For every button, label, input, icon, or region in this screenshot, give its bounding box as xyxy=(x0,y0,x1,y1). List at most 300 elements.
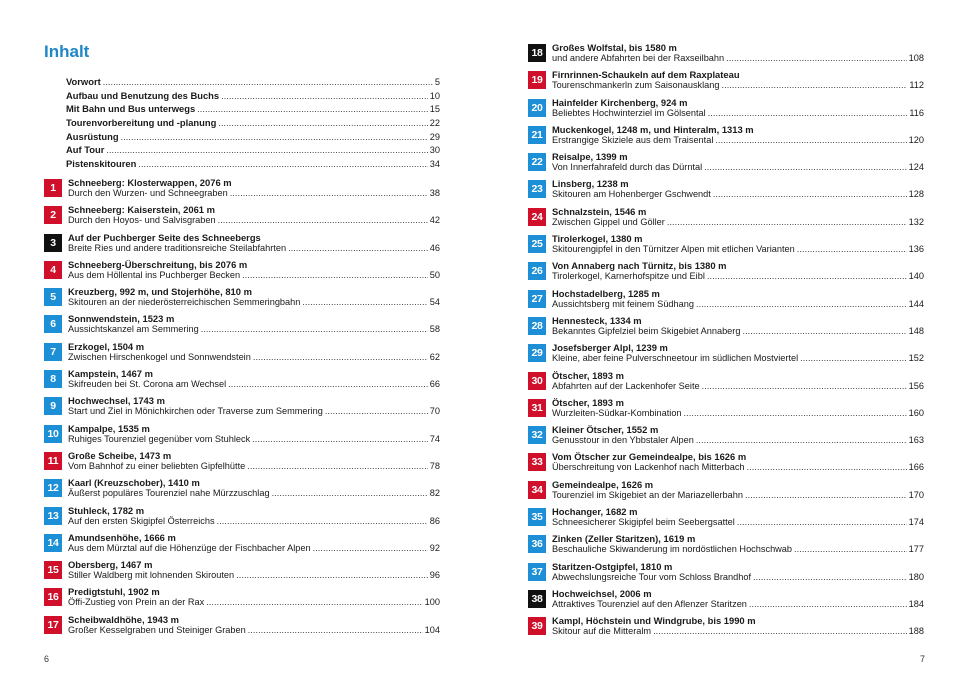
tour-entry[interactable] xyxy=(528,206,924,233)
tour-text xyxy=(68,368,440,395)
leader-dots xyxy=(252,434,428,445)
tour-page: 86 xyxy=(429,515,440,526)
leader-dots xyxy=(708,108,908,119)
tour-subtitle: Schneesicherer Skigipfel beim Seebergsattel xyxy=(552,517,735,528)
leader-dots xyxy=(749,599,907,610)
intro-entry-title: Aufbau und Benutzung des Buchs xyxy=(66,89,220,101)
tour-title: Predigtstuhl, 1902 m xyxy=(68,586,160,598)
tour-title: Erzkogel, 1504 m xyxy=(68,340,145,352)
tour-text xyxy=(68,614,440,641)
intro-entry[interactable] xyxy=(66,90,440,104)
tour-subtitle-line xyxy=(552,135,924,146)
tour-text xyxy=(68,477,440,504)
tour-subtitle: Tourenziel im Skigebiet an der Mariazellerbahn xyxy=(552,489,743,500)
tour-subtitle: Überschreitung von Lackenhof nach Mitterbach xyxy=(552,462,745,473)
tour-title: Hainfelder Kirchenberg, 924 m xyxy=(552,96,688,108)
tour-subtitle-line xyxy=(68,324,440,335)
tour-text xyxy=(552,397,924,424)
tour-number-badge: 7 xyxy=(44,343,62,361)
tour-subtitle: Skitouren am Hohenberger Gschwendt xyxy=(552,189,711,200)
tour-number-badge: 18 xyxy=(528,44,546,62)
tour-entry[interactable] xyxy=(528,588,924,615)
tour-text xyxy=(552,315,924,342)
tour-entry[interactable] xyxy=(528,42,924,69)
tour-entry[interactable] xyxy=(528,69,924,96)
tour-title: Hennesteck, 1334 m xyxy=(552,314,642,326)
right-page xyxy=(484,0,968,683)
tour-text xyxy=(552,615,924,642)
tour-subtitle-line xyxy=(552,626,924,637)
tour-entry[interactable] xyxy=(44,423,440,450)
tour-number-badge: 20 xyxy=(528,99,546,117)
tour-entry[interactable] xyxy=(528,561,924,588)
tour-entry[interactable] xyxy=(528,615,924,642)
tour-subtitle: und andere Abfahrten bei der Raxseilbahn xyxy=(552,53,725,63)
tour-text xyxy=(552,206,924,233)
tour-subtitle-line xyxy=(68,297,440,308)
tour-number-badge: 33 xyxy=(528,453,546,471)
intro-entry[interactable] xyxy=(66,76,440,90)
tour-text xyxy=(68,559,440,586)
tour-title: Auf der Puchberger Seite des Schneebergs xyxy=(68,231,261,243)
tour-subtitle-line xyxy=(552,189,924,200)
tour-number-badge: 29 xyxy=(528,344,546,362)
tour-page: 144 xyxy=(908,298,924,309)
leader-dots xyxy=(653,626,907,637)
leader-dots xyxy=(228,379,428,390)
tour-number-badge: 4 xyxy=(44,261,62,279)
intro-entry-title: Mit Bahn und Bus unterwegs xyxy=(66,103,196,115)
tour-subtitle-line xyxy=(68,243,440,254)
tour-entry[interactable] xyxy=(528,315,924,342)
tour-title: Ötscher, 1893 m xyxy=(552,369,624,381)
tour-text xyxy=(68,286,440,313)
tour-page: 74 xyxy=(429,433,440,444)
tour-title: Amundsenhöhe, 1666 m xyxy=(68,531,176,543)
leader-dots xyxy=(737,517,907,528)
tour-number-badge: 12 xyxy=(44,479,62,497)
leader-dots xyxy=(313,543,428,554)
leader-dots xyxy=(707,271,907,282)
tour-number-badge: 30 xyxy=(528,372,546,390)
tour-page: 124 xyxy=(908,162,924,173)
leader-dots xyxy=(667,217,907,228)
tour-entry[interactable] xyxy=(528,97,924,124)
tour-page: 152 xyxy=(908,353,924,364)
tour-text xyxy=(552,288,924,315)
leader-dots xyxy=(747,462,907,473)
intro-entry-page: 22 xyxy=(429,118,440,129)
leader-dots xyxy=(722,80,908,91)
tour-subtitle: Großer Kesselgraben und Steiniger Graben xyxy=(68,624,246,635)
tour-number-badge: 1 xyxy=(44,179,62,197)
leader-dots xyxy=(242,270,428,281)
leader-dots xyxy=(272,488,428,499)
leader-dots xyxy=(247,461,428,472)
tour-subtitle-line xyxy=(68,352,440,363)
tour-subtitle: Erstrangige Skiziele aus dem Traisental xyxy=(552,134,714,145)
tour-title: Kaarl (Kreuzschober), 1410 m xyxy=(68,477,200,489)
tour-page: 128 xyxy=(908,189,924,200)
intro-entry-title: Vorwort xyxy=(66,76,101,87)
tour-text xyxy=(68,450,440,477)
leader-dots xyxy=(702,381,907,392)
tour-number-badge: 6 xyxy=(44,315,62,333)
tour-subtitle-line xyxy=(68,270,440,281)
leader-dots xyxy=(138,159,427,169)
intro-entry-page: 34 xyxy=(429,159,440,170)
page-number-right: 7 xyxy=(920,654,926,664)
tour-page: 96 xyxy=(429,570,440,581)
tour-text xyxy=(552,178,924,205)
leader-dots xyxy=(253,352,428,363)
tour-number-badge: 25 xyxy=(528,235,546,253)
tour-title: Hochstadelberg, 1285 m xyxy=(552,287,660,299)
tour-subtitle: Öffi-Zustieg von Prein an der Rax xyxy=(68,597,205,608)
tour-entry[interactable] xyxy=(528,424,924,451)
tour-subtitle: Tourenschmankerln zum Saisonausklang xyxy=(552,80,720,91)
tour-entry[interactable] xyxy=(44,341,440,368)
tour-page: 104 xyxy=(424,624,440,635)
tour-title: Großes Wolfstal, bis 1580 m xyxy=(552,42,677,53)
tour-text xyxy=(552,533,924,560)
intro-entry[interactable] xyxy=(66,131,440,145)
tour-number-badge: 21 xyxy=(528,126,546,144)
tour-subtitle-line xyxy=(68,543,440,554)
tour-entry[interactable] xyxy=(44,286,440,313)
tour-subtitle: Auf den ersten Skigipfel Österreichs xyxy=(68,515,215,526)
tour-page: 58 xyxy=(429,324,440,335)
tour-entry[interactable] xyxy=(44,204,440,231)
tour-entry[interactable] xyxy=(528,451,924,478)
tour-subtitle-line xyxy=(552,162,924,173)
tour-number-badge: 3 xyxy=(44,234,62,252)
tour-entry[interactable] xyxy=(528,397,924,424)
page-number-left: 6 xyxy=(44,654,50,664)
tour-subtitle: Zwischen Hirschenkogel und Sonnwendstein xyxy=(68,351,251,362)
tour-title: Kreuzberg, 992 m, und Stojerhöhe, 810 m xyxy=(68,286,252,298)
tour-number-badge: 17 xyxy=(44,616,62,634)
tour-subtitle-line xyxy=(552,53,924,64)
tour-text xyxy=(552,451,924,478)
tour-text xyxy=(68,395,440,422)
tour-subtitle-line xyxy=(552,462,924,473)
tour-subtitle-line xyxy=(552,517,924,528)
intro-entry-page: 29 xyxy=(429,131,440,142)
tour-text xyxy=(68,341,440,368)
tour-subtitle-line xyxy=(552,326,924,337)
tour-title: Firnrinnen-Schaukeln auf dem Raxplateau xyxy=(552,69,740,81)
tour-number-badge: 8 xyxy=(44,370,62,388)
tour-page: 132 xyxy=(908,216,924,227)
tour-subtitle: Aussichtskanzel am Semmering xyxy=(68,324,199,335)
tour-title: Muckenkogel, 1248 m, und Hinteralm, 1313 m xyxy=(552,123,754,135)
tour-number-badge: 27 xyxy=(528,290,546,308)
tour-entry[interactable] xyxy=(528,178,924,205)
tour-subtitle: Wurzleiten-Südkar-Kombination xyxy=(552,407,682,418)
tour-text xyxy=(68,204,440,231)
tour-entry[interactable] xyxy=(528,506,924,533)
tour-page: 120 xyxy=(908,134,924,145)
tour-entry[interactable] xyxy=(44,259,440,286)
tour-title: Hochanger, 1682 m xyxy=(552,506,638,518)
tour-entry[interactable] xyxy=(528,260,924,287)
leader-dots xyxy=(288,243,428,254)
tour-number-badge: 14 xyxy=(44,534,62,552)
leader-dots xyxy=(236,570,428,581)
tour-number-badge: 13 xyxy=(44,507,62,525)
tour-subtitle: Durch den Wurzen- und Schneegraben xyxy=(68,188,228,198)
tour-title: Stuhleck, 1782 m xyxy=(68,504,145,516)
tour-page: 66 xyxy=(429,379,440,390)
tour-subtitle: Tirolerkogel, Karnerhofspitze und Eibl xyxy=(552,271,705,282)
tour-page: 160 xyxy=(908,407,924,418)
tour-number-badge: 19 xyxy=(528,71,546,89)
tour-subtitle: Durch den Hoyos- und Salvisgraben xyxy=(68,215,216,226)
tour-number-badge: 22 xyxy=(528,153,546,171)
intro-entry[interactable] xyxy=(66,103,440,117)
leader-dots xyxy=(302,297,427,308)
tour-number-badge: 26 xyxy=(528,262,546,280)
intro-entry-page: 15 xyxy=(429,104,440,115)
tour-text xyxy=(68,259,440,286)
tour-subtitle: Start und Ziel in Mönichkirchen oder Traverse zum Semmering xyxy=(68,406,323,417)
tour-title: Tirolerkogel, 1380 m xyxy=(552,233,643,245)
tour-subtitle-line xyxy=(552,544,924,555)
tour-page: 177 xyxy=(908,544,924,555)
tour-number-badge: 32 xyxy=(528,426,546,444)
tour-subtitle-line xyxy=(68,379,440,390)
intro-entry[interactable] xyxy=(66,158,440,172)
tour-text xyxy=(552,233,924,260)
tour-page: 92 xyxy=(429,542,440,553)
tour-number-badge: 36 xyxy=(528,535,546,553)
intro-entry[interactable] xyxy=(66,117,440,131)
tour-page: 166 xyxy=(908,462,924,473)
tour-subtitle-line xyxy=(68,516,440,527)
tour-subtitle-line xyxy=(552,271,924,282)
tour-subtitle-line xyxy=(68,488,440,499)
intro-entry[interactable] xyxy=(66,144,440,158)
tour-title: Linsberg, 1238 m xyxy=(552,178,629,190)
tour-subtitle-line xyxy=(552,108,924,119)
tour-number-badge: 28 xyxy=(528,317,546,335)
tour-subtitle-line xyxy=(68,215,440,226)
tour-entry[interactable] xyxy=(528,151,924,178)
tour-subtitle: Genusstour in den Ybbstaler Alpen xyxy=(552,435,694,446)
leader-dots xyxy=(325,406,428,417)
tour-text xyxy=(68,505,440,532)
tour-number-badge: 24 xyxy=(528,208,546,226)
tour-text xyxy=(68,423,440,450)
tour-text xyxy=(552,506,924,533)
tour-number-badge: 31 xyxy=(528,399,546,417)
tour-number-badge: 39 xyxy=(528,617,546,635)
tour-subtitle-line xyxy=(552,217,924,228)
tour-title: Schneeberg: Klosterwappen, 2076 m xyxy=(68,177,232,188)
tour-title: Kampalpe, 1535 m xyxy=(68,422,150,434)
tour-title: Scheibwaldhöhe, 1943 m xyxy=(68,613,179,625)
tour-title: Ötscher, 1893 m xyxy=(552,396,624,408)
tour-text xyxy=(552,561,924,588)
tour-subtitle-line xyxy=(68,625,440,636)
tour-page: 112 xyxy=(909,80,924,91)
tour-subtitle-line xyxy=(68,434,440,445)
tour-title: Hochweichsel, 2006 m xyxy=(552,587,652,599)
tour-subtitle-line xyxy=(552,572,924,583)
leader-dots xyxy=(696,435,907,446)
tour-subtitle-line xyxy=(552,599,924,610)
intro-entry-title: Ausrüstung xyxy=(66,130,119,142)
tour-number-badge: 16 xyxy=(44,588,62,606)
tour-subtitle-line xyxy=(552,244,924,255)
tour-subtitle: Von Innerfahrafeld durch das Dürntal xyxy=(552,162,703,173)
tour-entry[interactable] xyxy=(44,177,440,204)
tour-page: 42 xyxy=(429,215,440,226)
tour-entry[interactable] xyxy=(528,370,924,397)
tour-subtitle: Skitour auf die Mitteralm xyxy=(552,626,652,637)
tour-text xyxy=(552,424,924,451)
tour-entry[interactable] xyxy=(528,288,924,315)
tour-subtitle-line xyxy=(68,597,440,608)
tour-page: 100 xyxy=(424,597,440,608)
tour-entry[interactable] xyxy=(528,342,924,369)
tour-page: 62 xyxy=(429,351,440,362)
tour-entry[interactable] xyxy=(528,479,924,506)
tour-subtitle: Aus dem Höllental ins Puchberger Becken xyxy=(68,269,241,280)
intro-entry-title: Tourenvorbereitung und -planung xyxy=(66,117,217,129)
tour-subtitle-line xyxy=(552,80,924,91)
tour-number-badge: 9 xyxy=(44,397,62,415)
intro-entry-title: Auf Tour xyxy=(66,144,105,156)
leader-dots xyxy=(800,353,907,364)
tour-text xyxy=(552,151,924,178)
tour-entry[interactable] xyxy=(44,614,440,641)
tour-text xyxy=(552,479,924,506)
tour-subtitle-line xyxy=(552,408,924,419)
tour-subtitle: Abfahrten auf der Lackenhofer Seite xyxy=(552,380,700,391)
tour-page: 170 xyxy=(908,489,924,500)
tour-entry[interactable] xyxy=(528,233,924,260)
tour-entry[interactable] xyxy=(44,450,440,477)
tour-entry[interactable] xyxy=(528,533,924,560)
tour-text xyxy=(552,260,924,287)
tour-entry[interactable] xyxy=(44,532,440,559)
tour-title: Kampstein, 1467 m xyxy=(68,368,153,380)
tour-subtitle: Skitourengipfel in den Türnitzer Alpen mit etlichen Varianten xyxy=(552,244,795,255)
tour-subtitle-line xyxy=(552,299,924,310)
tour-entry[interactable] xyxy=(44,559,440,586)
tour-number-badge: 11 xyxy=(44,452,62,470)
tour-entry[interactable] xyxy=(44,477,440,504)
leader-dots xyxy=(197,104,428,114)
tour-subtitle-line xyxy=(68,570,440,581)
tour-page: 78 xyxy=(429,460,440,471)
leader-dots xyxy=(726,53,907,64)
leader-dots xyxy=(103,77,433,87)
tour-subtitle-line xyxy=(68,188,440,199)
tour-number-badge: 38 xyxy=(528,590,546,608)
tour-text xyxy=(68,232,440,259)
tour-text xyxy=(552,370,924,397)
leader-dots xyxy=(230,188,428,199)
tour-subtitle: Breite Ries und andere traditionsreiche Steilabfahrten xyxy=(68,242,287,253)
tour-number-badge: 15 xyxy=(44,561,62,579)
intro-entry-page: 10 xyxy=(429,90,440,101)
leader-dots xyxy=(121,132,428,142)
tour-subtitle: Vom Bahnhof zu einer beliebten Gipfelhütte xyxy=(68,460,246,471)
leader-dots xyxy=(217,516,428,527)
leader-dots xyxy=(218,215,428,226)
tour-subtitle-line xyxy=(68,406,440,417)
tour-text xyxy=(552,588,924,615)
tour-page: 156 xyxy=(908,380,924,391)
tour-title: Vom Ötscher zur Gemeindealpe, bis 1626 m xyxy=(552,451,747,463)
tour-text xyxy=(552,342,924,369)
tour-text xyxy=(552,42,924,69)
tour-subtitle: Skitouren an der niederösterreichischen Semmeringbahn xyxy=(68,297,301,308)
tour-page: 50 xyxy=(429,269,440,280)
tour-subtitle: Attraktives Tourenziel auf den Aflenzer Staritzen xyxy=(552,598,747,609)
tour-entry[interactable] xyxy=(44,313,440,340)
tour-subtitle: Zwischen Gippel und Göller xyxy=(552,216,665,227)
tour-entry[interactable] xyxy=(44,395,440,422)
tour-title: Reisalpe, 1399 m xyxy=(552,151,628,163)
tour-subtitle: Bekanntes Gipfelziel beim Skigebiet Annaberg xyxy=(552,325,741,336)
tour-title: Kleiner Ötscher, 1552 m xyxy=(552,424,659,436)
leader-dots xyxy=(106,145,427,155)
leader-dots xyxy=(713,189,907,200)
tour-page: 38 xyxy=(429,188,440,198)
tour-entry[interactable] xyxy=(44,505,440,532)
tour-page: 163 xyxy=(908,435,924,446)
tour-text xyxy=(552,124,924,151)
tour-subtitle: Ruhiges Tourenziel gegenüber vom Stuhleck xyxy=(68,433,251,444)
tour-title: Schneeberg: Kaiserstein, 2061 m xyxy=(68,204,215,216)
tour-text xyxy=(552,97,924,124)
tour-title: Sonnwendstein, 1523 m xyxy=(68,313,175,325)
tour-text xyxy=(552,69,924,96)
leader-dots xyxy=(201,324,428,335)
tour-entry[interactable] xyxy=(44,586,440,613)
tour-entry[interactable] xyxy=(44,232,440,259)
leader-dots xyxy=(696,299,907,310)
intro-entry-title: Pistenskitouren xyxy=(66,158,137,170)
tour-page: 54 xyxy=(429,297,440,308)
tour-text xyxy=(68,532,440,559)
tour-subtitle-line xyxy=(552,381,924,392)
tour-subtitle: Äußerst populäres Tourenziel nahe Mürzzuschlag xyxy=(68,488,270,499)
tour-subtitle-line xyxy=(552,353,924,364)
tour-page: 46 xyxy=(429,242,440,253)
tour-subtitle: Skifreuden bei St. Corona am Wechsel xyxy=(68,379,227,390)
tour-title: Obersberg, 1467 m xyxy=(68,559,153,571)
tour-entry[interactable] xyxy=(528,124,924,151)
tour-entry[interactable] xyxy=(44,368,440,395)
tour-title: Kampl, Höchstein und Windgrube, bis 1990 m xyxy=(552,615,756,627)
tour-subtitle-line xyxy=(552,435,924,446)
tour-number-badge: 10 xyxy=(44,425,62,443)
tour-title: Von Annaberg nach Türnitz, bis 1380 m xyxy=(552,260,727,272)
tour-page: 82 xyxy=(429,488,440,499)
tour-title: Josefsberger Alpl, 1239 m xyxy=(552,342,668,354)
tour-number-badge: 35 xyxy=(528,508,546,526)
tour-number-badge: 5 xyxy=(44,288,62,306)
tour-number-badge: 37 xyxy=(528,563,546,581)
leader-dots xyxy=(753,572,907,583)
tour-number-badge: 34 xyxy=(528,481,546,499)
tour-list-left xyxy=(44,177,440,641)
